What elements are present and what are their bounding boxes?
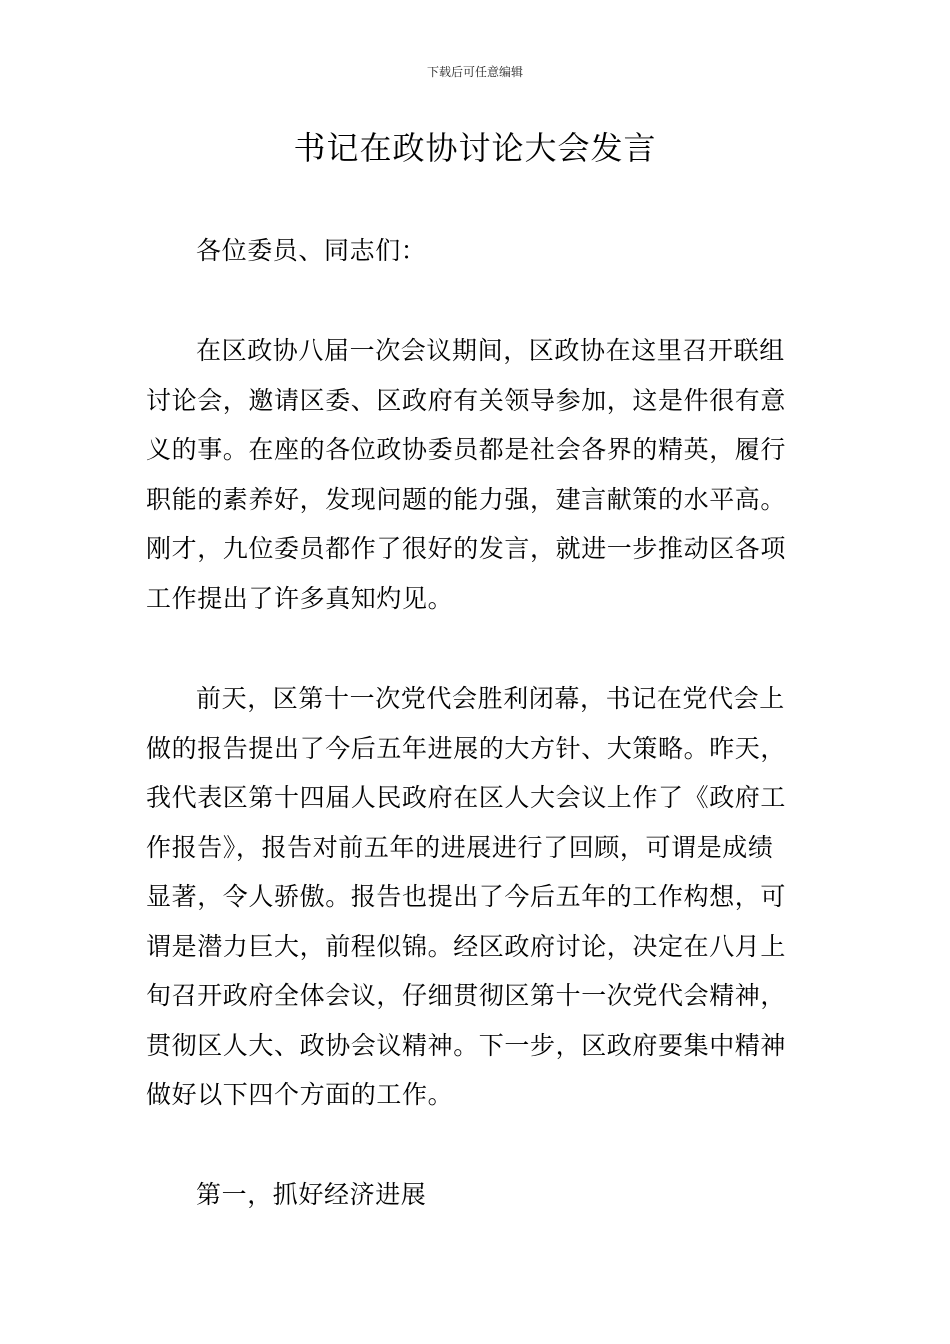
paragraph-line: 贯彻区人大、政协会议精神。下一步，区政府要集中精神 <box>146 1030 787 1060</box>
paragraph-2 <box>146 674 806 1120</box>
paragraph-line: 职能的素养好，发现问题的能力强，建言献策的水平高。 <box>146 484 787 514</box>
salutation <box>146 226 806 276</box>
salutation-text: 各位委员、同志们： <box>196 236 427 265</box>
header-note: 下载后可任意编辑 <box>426 65 523 79</box>
paragraph-line: 刚才，九位委员都作了很好的发言，就进一步推动区各项 <box>146 534 787 563</box>
paragraph-line: 做好以下四个方面的工作。 <box>146 1080 454 1109</box>
paragraph-line: 在区政协八届一次会议期间，区政协在这里召开联组 <box>196 336 785 365</box>
paragraph-line: 旬召开政府全体会议，仔细贯彻区第十一次党代会精神， <box>146 981 787 1010</box>
paragraph-line: 工作提出了许多真知灼见。 <box>146 583 454 613</box>
paragraph-line: 做的报告提出了今后五年进展的大方针、大策略。昨天， <box>146 733 787 763</box>
paragraph-line: 作报告》，报告对前五年的进展进行了回顾，可谓是成绩 <box>146 832 774 862</box>
paragraph-1 <box>146 326 806 623</box>
paragraph-line: 我代表区第十四届人民政府在区人大会议上作了《政府工 <box>146 783 787 812</box>
paragraph-line: 义的事。在座的各位政协委员都是社会各界的精英，履行 <box>146 435 787 464</box>
paragraph-line: 讨论会，邀请区委、区政府有关领导参加，这是件很有意 <box>146 385 787 415</box>
document-title: 书记在政协讨论大会发言 <box>293 129 657 167</box>
paragraph-line: 谓是潜力巨大，前程似锦。经区政府讨论，决定在八月上 <box>146 931 787 961</box>
paragraph-line: 显著，令人骄傲。报告也提出了今后五年的工作构想，可 <box>146 882 787 911</box>
section-heading-1 <box>146 1170 806 1220</box>
paragraph-line: 前天，区第十一次党代会胜利闭幕，书记在党代会上 <box>196 684 785 713</box>
section-heading-text: 第一，抓好经济进展 <box>196 1180 427 1209</box>
